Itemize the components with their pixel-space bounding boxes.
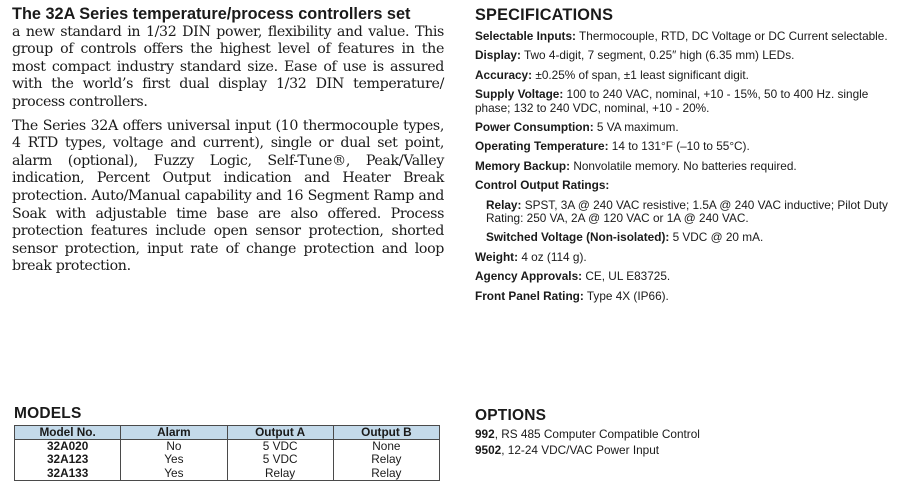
- table-row: [15, 453, 440, 466]
- spec-operating-temperature: [475, 140, 895, 153]
- option-text: , RS 485 Computer Compatible Control: [494, 427, 700, 441]
- spec-selectable-inputs: [475, 30, 895, 43]
- spec-value: Two 4-digit, 7 segment, 0.25″ high (6.35 mm) LEDs.: [523, 48, 795, 63]
- spec-label: Power Consumption:: [475, 120, 594, 135]
- specifications-title: SPECIFICATIONS: [475, 6, 614, 24]
- specifications-section: [475, 6, 895, 309]
- alarm-cell: No: [121, 440, 227, 454]
- spec-label: Accuracy:: [475, 67, 533, 82]
- spec-accuracy: [475, 69, 895, 82]
- alarm-cell: Yes: [121, 467, 227, 481]
- spec-label: Front Panel Rating:: [475, 288, 584, 303]
- models-title: MODELS: [14, 405, 82, 422]
- spec-control-output-ratings: [475, 179, 895, 192]
- table-row: [15, 440, 440, 454]
- spec-value: 5 VA maximum.: [596, 120, 679, 135]
- spec-label: Relay:: [486, 197, 522, 212]
- spec-relay: [475, 199, 895, 226]
- spec-label: Display:: [475, 48, 521, 63]
- output-a-cell: 5 VDC: [227, 453, 333, 466]
- model-number-cell: 32A123: [15, 453, 121, 466]
- spec-front-panel-rating: [475, 290, 895, 303]
- specifications-list: [475, 30, 895, 303]
- spec-agency-approvals: [475, 270, 895, 283]
- models-table: [14, 425, 440, 481]
- output-b-cell: Relay: [333, 453, 439, 466]
- spec-value: ±0.25% of span, ±1 least significant digit.: [535, 67, 749, 82]
- intro-body: a new standard in 1/32 DIN power, flexibility and value. This group of controls offers the highest level of features in the most compact industry standard size. Ease of use is assured with the world’s first dual display 1/32 DIN temperature/ process controllers.: [12, 23, 444, 110]
- spec-label: Agency Approvals:: [475, 269, 583, 284]
- models-section: [14, 405, 440, 481]
- output-a-cell: 5 VDC: [227, 440, 333, 454]
- spec-value: 4 oz (114 g).: [521, 249, 587, 264]
- spec-value: CE, UL E83725.: [585, 269, 671, 284]
- spec-label: Switched Voltage (Non-isolated):: [486, 230, 670, 245]
- spec-weight: [475, 251, 895, 264]
- option-code: 9502: [475, 442, 502, 457]
- features-paragraph: The Series 32A offers universal input (10 thermocouple types, 4 RTD types, voltage and current), single or dual set point, alarm (optional), Fuzzy Logic, Self-Tune®, Peak/Valley indication, Percent Output indication and Heater Break protection. Auto/Manual capability and 16 Segment Ramp and Soak with adjustable time base are also offered. Process protection features include open sensor protection, shorted sensor protection, input rate of change protection and loop break protection.: [12, 117, 444, 275]
- column-header-alarm: Alarm: [121, 426, 227, 440]
- table-header-row: [15, 426, 440, 440]
- output-b-cell: None: [333, 440, 439, 454]
- spec-label: Weight:: [475, 249, 519, 264]
- column-header-output-a: Output A: [227, 426, 333, 440]
- option-item: [475, 427, 895, 443]
- options-section: [475, 407, 895, 458]
- intro-paragraph: [12, 6, 444, 112]
- spec-value: Type 4X (IP66).: [586, 288, 669, 303]
- spec-display: [475, 49, 895, 62]
- intro-column: [12, 6, 444, 276]
- option-code: 992: [475, 427, 495, 441]
- spec-label: Memory Backup:: [475, 158, 571, 173]
- spec-value: Nonvolatile memory. No batteries required.: [573, 158, 797, 173]
- column-header-output-b: Output B: [333, 426, 439, 440]
- options-title: OPTIONS: [475, 407, 547, 424]
- spec-label: Control Output Ratings:: [475, 178, 610, 193]
- spec-label: Supply Voltage:: [475, 87, 564, 102]
- spec-value: 100 to 240 VAC, nominal, +10 - 15%, 50 to 400 Hz. single phase; 132 to 240 VDC, nominal, +10 - 20%.: [475, 87, 869, 115]
- intro-heading: The 32A Series temperature/process controllers set: [12, 5, 411, 23]
- spec-supply-voltage: [475, 88, 895, 115]
- spec-value: 5 VDC @ 20 mA.: [672, 230, 764, 245]
- model-number-cell: 32A020: [15, 440, 121, 454]
- spec-memory-backup: [475, 160, 895, 173]
- output-a-cell: Relay: [227, 467, 333, 481]
- spec-label: Selectable Inputs:: [475, 29, 576, 43]
- spec-label: Operating Temperature:: [475, 139, 609, 154]
- model-number-cell: 32A133: [15, 467, 121, 481]
- option-item: [475, 443, 895, 459]
- spec-value: 14 to 131°F (–10 to 55°C).: [611, 139, 750, 154]
- spec-power-consumption: [475, 121, 895, 134]
- alarm-cell: Yes: [121, 453, 227, 466]
- table-row: [15, 467, 440, 481]
- spec-value: Thermocouple, RTD, DC Voltage or DC Current selectable.: [579, 29, 888, 43]
- column-header-model: Model No.: [15, 426, 121, 440]
- spec-switched-voltage: [475, 231, 895, 244]
- output-b-cell: Relay: [333, 467, 439, 481]
- spec-value: SPST, 3A @ 240 VAC resistive; 1.5A @ 240 VAC inductive; Pilot Duty Rating: 250 VA, 2A @ 120 VAC or 1A @ 240 VAC.: [486, 197, 888, 226]
- option-text: , 12-24 VDC/VAC Power Input: [501, 442, 660, 457]
